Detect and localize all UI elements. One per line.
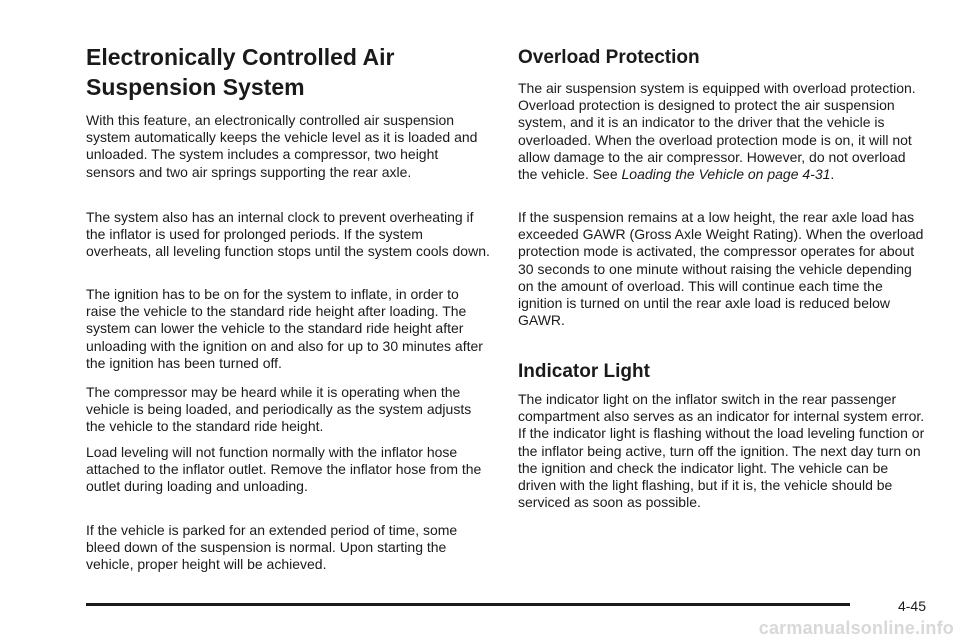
cross-reference-link[interactable]: Loading the Vehicle on page 4-31 <box>621 166 831 183</box>
page-title: Electronically Controlled Air Suspension System <box>86 44 395 100</box>
left-paragraph-4 <box>86 384 491 436</box>
left-paragraph-3 <box>86 286 491 372</box>
left-paragraph-1 <box>86 112 491 181</box>
footer-rule <box>86 603 850 606</box>
paragraph-text: If the vehicle is parked for an extended period of time, some bleed down of the suspension is normal. Upon starting the vehicle, proper height will be achieved. <box>86 522 458 573</box>
paragraph-text: The indicator light on the inflator switch in the rear passenger compartment also serves as an indicator for internal system error. If the indicator light is flashing without the load leveling function or the inflator being active, turn off the ignition. The next day turn on the ignition and check the indicator light. The vehicle can be driven with the light flashing, but if it is, the vehicle should be serviced as soon as possible. <box>518 391 925 511</box>
paragraph-text: The compressor may be heard while it is operating when the vehicle is being loaded, and periodically as the system adjusts the vehicle to the standard ride height. <box>86 384 472 435</box>
overload-paragraph-2 <box>518 209 926 329</box>
paragraph-text: With this feature, an electronically controlled air suspension system automatically keeps the vehicle level as it is loaded and unloaded. The system includes a compressor, two height sensors and two air springs supporting the rear axle. <box>86 112 478 180</box>
page-number: 4-45 <box>897 598 926 614</box>
indicator-paragraph-1 <box>518 391 926 511</box>
section-title-overload: Overload Protection <box>518 47 700 68</box>
paragraph-text: If the suspension remains at a low height, the rear axle load has exceeded GAWR (Gross Axle Weight Rating). When the overload protection mode is activated, the compressor operates for about 30 seconds to one minute without raising the vehicle depending on the amount of overload. This will continue each time the ignition is turned on until the rear axle load is reduced below GAWR. <box>518 209 924 329</box>
paragraph-text-span: The air suspension system is equipped with overload protection. Overload protection is designed to protect the air suspension system, and it is an indicator to the driver that the vehicle is overloaded. When the overload protection mode is on, it will not allow damage to the air compressor. However, do not overload the vehicle. See <box>518 80 916 183</box>
paragraph-text: The system also has an internal clock to prevent overheating if the inflator is used for prolonged periods. If the system overheats, all leveling function stops until the system cools down. <box>86 209 490 260</box>
section-indicator <box>518 360 926 384</box>
section-title-indicator: Indicator Light <box>518 361 650 382</box>
section-overload <box>518 46 926 70</box>
left-paragraph-2 <box>86 209 491 261</box>
period: . <box>830 166 835 183</box>
paragraph-text: Load leveling will not function normally with the inflator hose attached to the inflator outlet. Remove the inflator hose from the outlet during loading and unloading. <box>86 444 482 495</box>
left-paragraph-5 <box>86 444 491 496</box>
overload-paragraph-1 <box>518 80 926 183</box>
paragraph-text: The ignition has to be on for the system to inflate, in order to raise the vehicle to the standard ride height after loading. The system can lower the vehicle to the standard ride height after unloading with the ignition on and also for up to 30 minutes after the ignition has been turned off. <box>86 286 483 371</box>
watermark: carmanualsonline.info <box>758 618 954 638</box>
paragraph-text <box>518 80 926 183</box>
left-paragraph-6 <box>86 522 491 574</box>
